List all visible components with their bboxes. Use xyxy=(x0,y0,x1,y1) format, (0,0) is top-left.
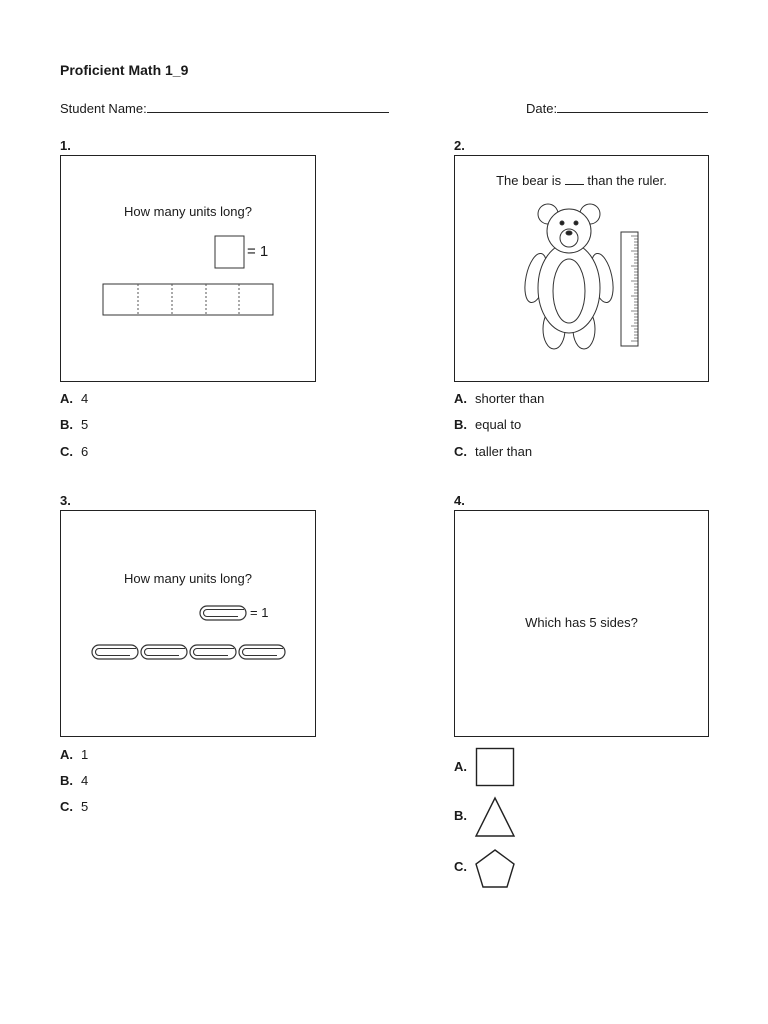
paperclip-icon xyxy=(92,645,138,659)
q2-option-b[interactable]: B. equal to xyxy=(454,417,522,432)
student-name-line[interactable] xyxy=(147,99,389,113)
student-name-label: Student Name: xyxy=(60,101,147,116)
q3-option-b[interactable]: B. 4 xyxy=(60,773,89,788)
unit-strip xyxy=(103,284,273,315)
question-4-prompt: Which has 5 sides? xyxy=(525,615,638,630)
q1-option-b[interactable]: B. 5 xyxy=(60,417,89,432)
question-3-prompt: How many units long? xyxy=(124,571,252,586)
square-icon[interactable] xyxy=(475,747,515,787)
question-1-prompt: How many units long? xyxy=(124,204,252,219)
paperclip-icon xyxy=(239,645,285,659)
ruler-icon xyxy=(621,232,638,346)
paperclip-icon xyxy=(190,645,236,659)
q1-option-a[interactable]: A. 4 xyxy=(60,391,89,406)
date-label: Date: xyxy=(526,101,558,116)
unit-legend: = 1 xyxy=(247,243,269,260)
q4-option-c[interactable]: C. xyxy=(454,859,467,874)
q3-option-c[interactable]: C. 5 xyxy=(60,799,89,814)
bear-icon xyxy=(521,204,617,349)
unit-paperclip-icon xyxy=(200,606,246,620)
q4-option-a[interactable]: A. xyxy=(454,759,467,774)
bear-and-ruler-figure xyxy=(455,156,710,383)
page-title: Proficient Math 1_9 xyxy=(60,62,189,78)
triangle-icon[interactable] xyxy=(474,796,516,838)
q2-option-a[interactable]: A. shorter than xyxy=(454,391,545,406)
q3-option-a[interactable]: A. 1 xyxy=(60,747,89,762)
date-field[interactable] xyxy=(526,99,708,116)
question-3-number: 3. xyxy=(60,493,71,508)
question-2-number: 2. xyxy=(454,138,465,153)
unit-strip-figure xyxy=(61,156,317,383)
question-1-number: 1. xyxy=(60,138,71,153)
q1-option-c[interactable]: C. 6 xyxy=(60,444,89,459)
paperclip-icon xyxy=(141,645,187,659)
question-2-box xyxy=(454,155,709,382)
question-4-number: 4. xyxy=(454,493,465,508)
unit-square-icon xyxy=(215,236,244,268)
question-2-prompt: The bear is than the ruler. xyxy=(496,173,667,188)
q2-option-c[interactable]: C. taller than xyxy=(454,444,533,459)
question-3-box xyxy=(60,510,316,737)
student-name-field[interactable] xyxy=(60,99,389,116)
q4-option-b[interactable]: B. xyxy=(454,808,467,823)
question-4-box xyxy=(454,510,709,737)
pentagon-icon[interactable] xyxy=(474,848,516,890)
date-line[interactable] xyxy=(557,99,708,113)
unit-legend: = 1 xyxy=(250,605,269,620)
paperclip-figure xyxy=(61,511,317,738)
question-1-box xyxy=(60,155,316,382)
